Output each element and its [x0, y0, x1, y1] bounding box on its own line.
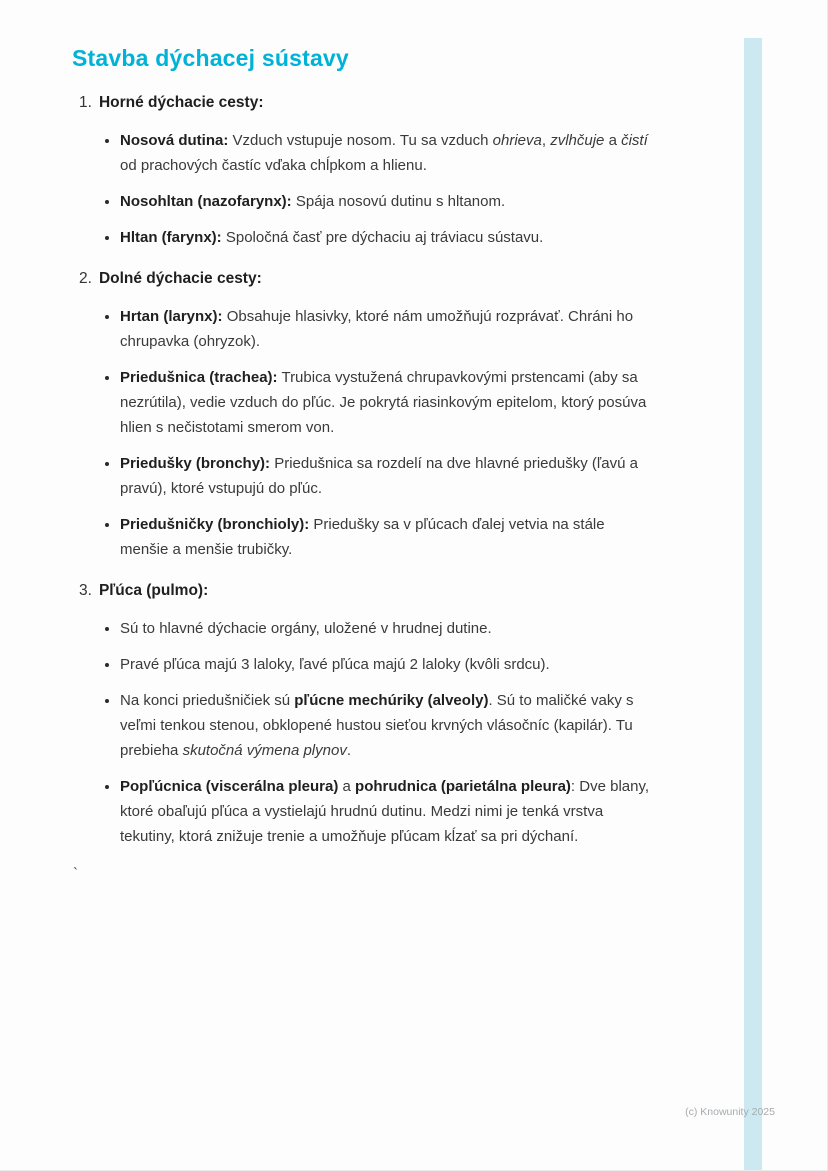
list-item	[120, 652, 657, 677]
bullet-term: Hltan (farynx):	[120, 229, 222, 246]
bullet-term: Nosohltan (nazofarynx):	[120, 193, 292, 210]
bullet-text: Spája nosovú dutinu s hltanom.	[291, 193, 506, 210]
list-item	[120, 189, 657, 214]
list-item	[120, 225, 657, 250]
bullet-text: Pravé pľúca majú 3 laloky, ľavé pľúca majú 2 laloky (kvôli srdcu).	[120, 656, 550, 673]
bullet-term: Priedušnica (trachea):	[120, 369, 278, 386]
section-lungs	[72, 578, 657, 849]
bullet-term: Priedušky (bronchy):	[120, 455, 271, 472]
section-heading	[72, 266, 657, 291]
bullet-text: Trubica vystužená chrupavkovými prstencami (aby sa nezrútila), vedie vzduch do pľúc. Je pokrytá riasinkovým epitelom, ktorý posúva hlien s nečistotami smerom von.	[120, 369, 647, 436]
section-upper-airways	[72, 90, 657, 250]
section-heading	[72, 90, 657, 115]
bullet-term: Hrtan (larynx):	[120, 308, 223, 325]
bullet-text: Na konci priedušničiek sú	[120, 692, 295, 709]
bullet-term: Priedušničky (bronchioly):	[120, 516, 310, 533]
section-lower-airways	[72, 266, 657, 562]
italic-emphasis: skutočná výmena plynov	[182, 742, 347, 759]
bullet-text: Vzduch vstupuje nosom. Tu sa vzduch	[228, 132, 493, 149]
section-title: Dolné dýchacie cesty:	[98, 270, 262, 287]
bullet-text: od prachových častíc vďaka chĺpkom a hlienu.	[120, 157, 427, 174]
bullet-text: ,	[541, 132, 551, 149]
bullet-text: . Sú to maličké vaky s veľmi tenkou stenou, obklopené hustou sieťou krvných vlásočníc (kapilár). Tu prebieha	[120, 692, 634, 759]
page-title: Stavba dýchacej sústavy	[72, 45, 349, 71]
section-number: 1.	[79, 94, 92, 111]
list-item	[120, 128, 657, 178]
list-item	[120, 512, 657, 562]
bullet-text: a	[604, 132, 622, 149]
bullet-term: Popľúcnica (viscerálna pleura)	[120, 778, 339, 795]
list-item	[120, 365, 657, 440]
bullet-text: : Dve blany, ktoré obaľujú pľúca a vystielajú hrudnú dutinu. Medzi nimi je tenká vrstva tekutiny, ktorá znižuje trenie a umožňuje pľúcam kĺzať sa pri dýchaní.	[120, 778, 650, 845]
italic-emphasis: ohrieva	[492, 132, 542, 149]
section-title: Pľúca (pulmo):	[98, 582, 209, 599]
bullet-text: a	[338, 778, 356, 795]
list-item	[120, 688, 657, 763]
bullet-list	[72, 304, 657, 562]
list-item	[120, 451, 657, 501]
bullet-term: Nosová dutina:	[120, 132, 229, 149]
list-item	[120, 304, 657, 354]
right-accent-bar	[744, 38, 762, 1170]
section-number: 3.	[79, 582, 92, 599]
bullet-list	[72, 616, 657, 849]
bullet-text: Spoločná časť pre dýchaciu aj tráviacu sústavu.	[221, 229, 544, 246]
bullet-text: Sú to hlavné dýchacie orgány, uložené v hrudnej dutine.	[120, 620, 492, 637]
bullet-term: pľúcne mechúriky (alveoly)	[294, 692, 489, 709]
list-item	[120, 616, 657, 641]
bullet-text: Obsahuje hlasivky, ktoré nám umožňujú rozprávať. Chráni ho chrupavka (ohryzok).	[120, 308, 634, 350]
italic-emphasis: čistí	[621, 132, 648, 149]
section-title: Horné dýchacie cesty:	[98, 94, 264, 111]
section-heading	[72, 578, 657, 603]
section-number: 2.	[79, 270, 92, 287]
bullet-text: Priedušnica sa rozdelí na dve hlavné priedušky (ľavú a pravú), ktoré vstupujú do pľúc.	[120, 455, 638, 497]
bullet-list	[72, 128, 657, 250]
bullet-text: .	[346, 742, 351, 759]
bullet-term: pohrudnica (parietálna pleura)	[355, 778, 571, 795]
list-item	[120, 774, 657, 849]
stray-character: `	[73, 865, 78, 882]
bullet-text: Priedušky sa v pľúcach ďalej vetvia na stále menšie a menšie trubičky.	[120, 516, 605, 558]
footer-credit: (c) Knowunity 2025	[685, 1106, 775, 1118]
italic-emphasis: zvlhčuje	[550, 132, 605, 149]
